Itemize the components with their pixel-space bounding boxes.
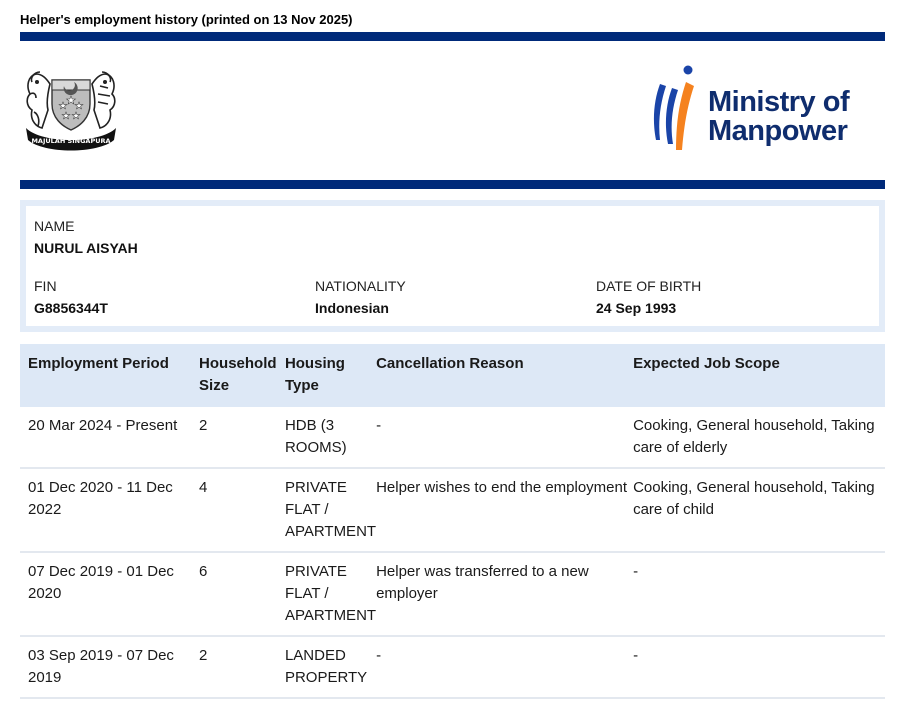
cell-housing-type: LANDED PROPERTY <box>285 636 376 698</box>
cell-housing-type: HDB (3 ROOMS) <box>285 407 376 468</box>
print-title: Helper's employment history (printed on 13 Nov 2025) <box>20 12 353 27</box>
singapore-crest-logo <box>22 64 120 154</box>
cell-housing-type: PRIVATE FLAT / APARTMENT <box>285 552 376 636</box>
cell-employment-period: 20 Mar 2024 - Present <box>20 407 199 468</box>
crest-motto: MAJULAH SINGAPURA <box>31 137 111 145</box>
cell-household-size: 2 <box>199 407 285 468</box>
top-divider-bar <box>20 32 885 41</box>
mom-emblem-icon <box>646 64 708 154</box>
cell-expected-job-scope: - <box>633 636 885 698</box>
cell-employment-period: 01 Dec 2020 - 11 Dec 2022 <box>20 468 199 552</box>
dob-label: DATE OF BIRTH <box>596 278 702 294</box>
header-cancellation-reason: Cancellation Reason <box>376 344 633 407</box>
cell-cancellation-reason: Helper wishes to end the employment <box>376 468 633 552</box>
cell-cancellation-reason: - <box>376 407 633 468</box>
mom-line-1: Ministry of <box>708 86 850 118</box>
nationality-value: Indonesian <box>315 300 389 316</box>
cell-household-size: 4 <box>199 468 285 552</box>
name-label: NAME <box>34 218 75 234</box>
mom-logo <box>646 64 866 154</box>
nationality-label: NATIONALITY <box>315 278 406 294</box>
mom-line-2: Manpower <box>708 115 848 147</box>
header-housing-type: Housing Type <box>285 344 376 407</box>
cell-expected-job-scope: Cooking, General household, Taking care of child <box>633 468 885 552</box>
cell-employment-period: 07 Dec 2019 - 01 Dec 2020 <box>20 552 199 636</box>
cell-cancellation-reason: - <box>376 636 633 698</box>
cell-household-size: 6 <box>199 552 285 636</box>
table-row <box>20 468 885 552</box>
table-header-row <box>20 344 885 407</box>
cell-cancellation-reason: Helper was transferred to a new employer <box>376 552 633 636</box>
cell-household-size: 2 <box>199 636 285 698</box>
header-expected-job-scope: Expected Job Scope <box>633 344 885 407</box>
cell-expected-job-scope: Cooking, General household, Taking care of elderly <box>633 407 885 468</box>
table-row <box>20 552 885 636</box>
name-value: NURUL AISYAH <box>34 240 138 256</box>
cell-employment-period: 03 Sep 2019 - 07 Dec 2019 <box>20 636 199 698</box>
header-divider-bar <box>20 180 885 189</box>
header-employment-period: Employment Period <box>20 344 199 407</box>
dob-value: 24 Sep 1993 <box>596 300 677 316</box>
table-row <box>20 407 885 468</box>
table-row <box>20 636 885 698</box>
employment-history-table <box>20 344 885 699</box>
helper-profile-card <box>20 200 885 332</box>
fin-label: FIN <box>34 278 57 294</box>
cell-housing-type: PRIVATE FLAT / APARTMENT <box>285 468 376 552</box>
header-household-size: Household Size <box>199 344 285 407</box>
cell-expected-job-scope: - <box>633 552 885 636</box>
fin-value: G8856344T <box>34 300 108 316</box>
